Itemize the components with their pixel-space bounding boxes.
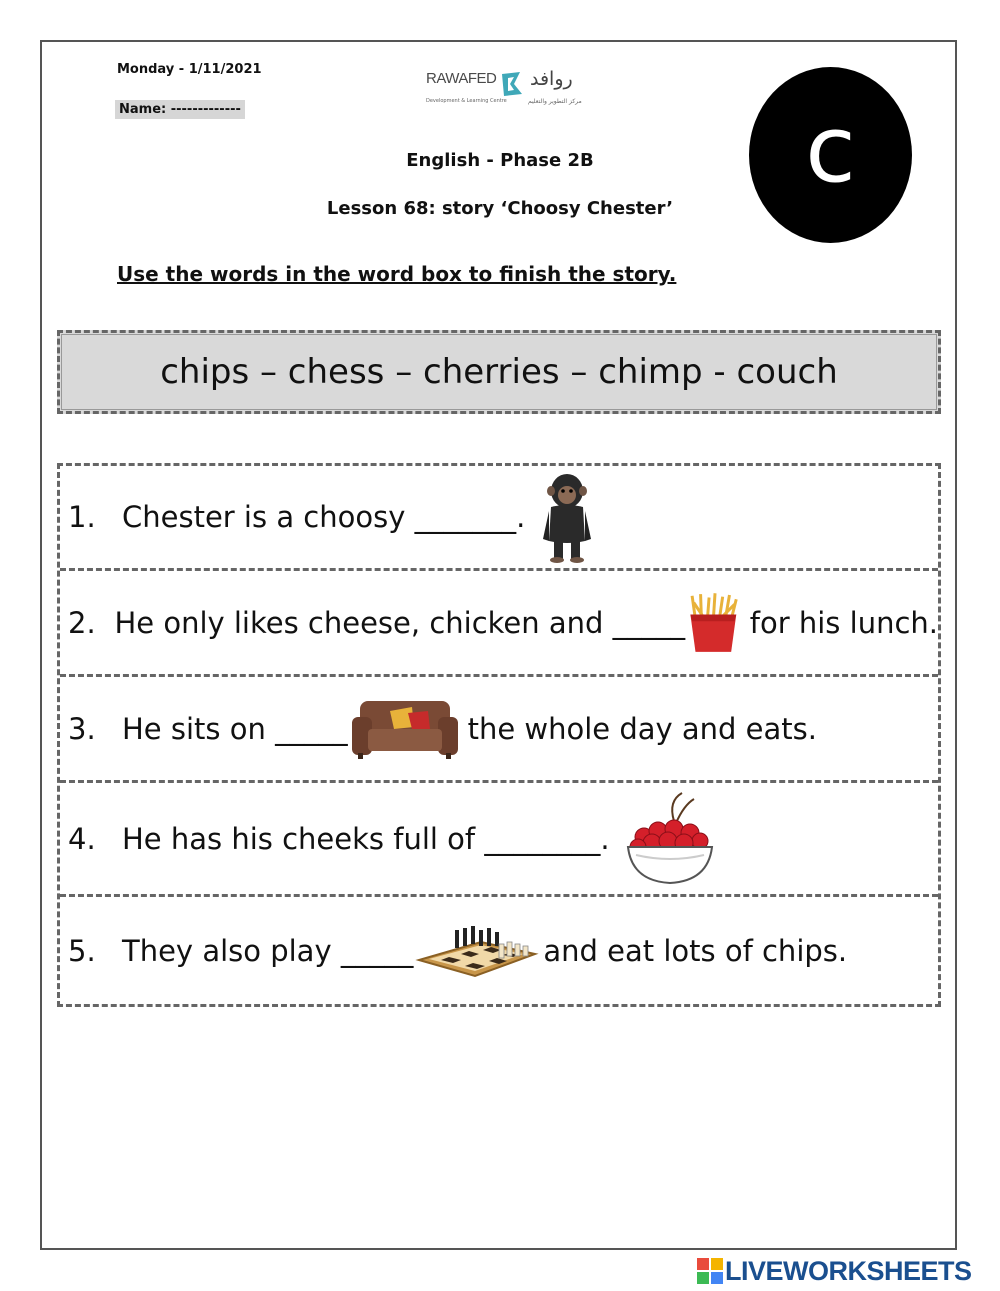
name-field[interactable]: Name: ------------- <box>115 100 245 119</box>
logo-mark-icon <box>500 70 526 98</box>
sentence-text-after: for his lunch. <box>749 605 938 640</box>
date-label: Monday - 1/11/2021 <box>117 62 262 77</box>
lesson-title: Lesson 68: story ‘Choosy Chester’ <box>326 198 674 219</box>
sentence-number: 1. <box>68 500 96 534</box>
sentence-row-1 <box>60 466 938 571</box>
liveworksheets-icon <box>697 1258 723 1284</box>
sentence-row-2 <box>60 571 938 677</box>
chess-icon <box>415 920 539 982</box>
chimp-icon <box>537 471 597 563</box>
cherries-icon <box>624 791 716 887</box>
sentence-text[interactable]: He has his cheeks full of ________. <box>122 821 610 856</box>
sentence-row-3 <box>60 677 938 783</box>
sentence-text[interactable]: They also play _____ <box>122 933 414 968</box>
rawafed-logo <box>422 66 582 110</box>
letter-c: c <box>805 95 856 203</box>
sentence-text[interactable]: Chester is a choosy _______. <box>122 500 526 534</box>
sentence-number: 3. <box>68 711 96 746</box>
sentence-number: 2. <box>68 605 96 640</box>
subject-title: English - Phase 2B <box>406 150 594 171</box>
logo-subtext-en: Development & Learning Centre <box>426 98 507 104</box>
sentence-text[interactable]: He only likes cheese, chicken and _____ <box>114 605 686 640</box>
logo-subtext-ar: مركز التطوير والتعليم <box>528 98 582 105</box>
sentence-row-4 <box>60 783 938 897</box>
couch-icon <box>350 697 460 761</box>
sentence-number: 5. <box>68 933 96 968</box>
sentence-number: 4. <box>68 821 96 856</box>
logo-text-ar: روافد <box>530 68 573 90</box>
chips-icon <box>687 587 740 659</box>
sentence-text-after: and eat lots of chips. <box>543 933 848 968</box>
sentence-text-after: the whole day and eats. <box>467 711 817 746</box>
word-box: chips – chess – cherries – chimp - couch <box>57 330 941 414</box>
liveworksheets-text: LIVEWORKSHEETS <box>725 1255 972 1286</box>
sentence-row-5 <box>60 897 938 1004</box>
liveworksheets-logo[interactable] <box>697 1256 972 1286</box>
instruction-text: Use the words in the word box to finish the story. <box>117 262 677 286</box>
sentence-list <box>57 463 941 1007</box>
logo-text-en: RAWAFED <box>426 70 497 87</box>
sentence-text[interactable]: He sits on _____ <box>122 711 348 746</box>
